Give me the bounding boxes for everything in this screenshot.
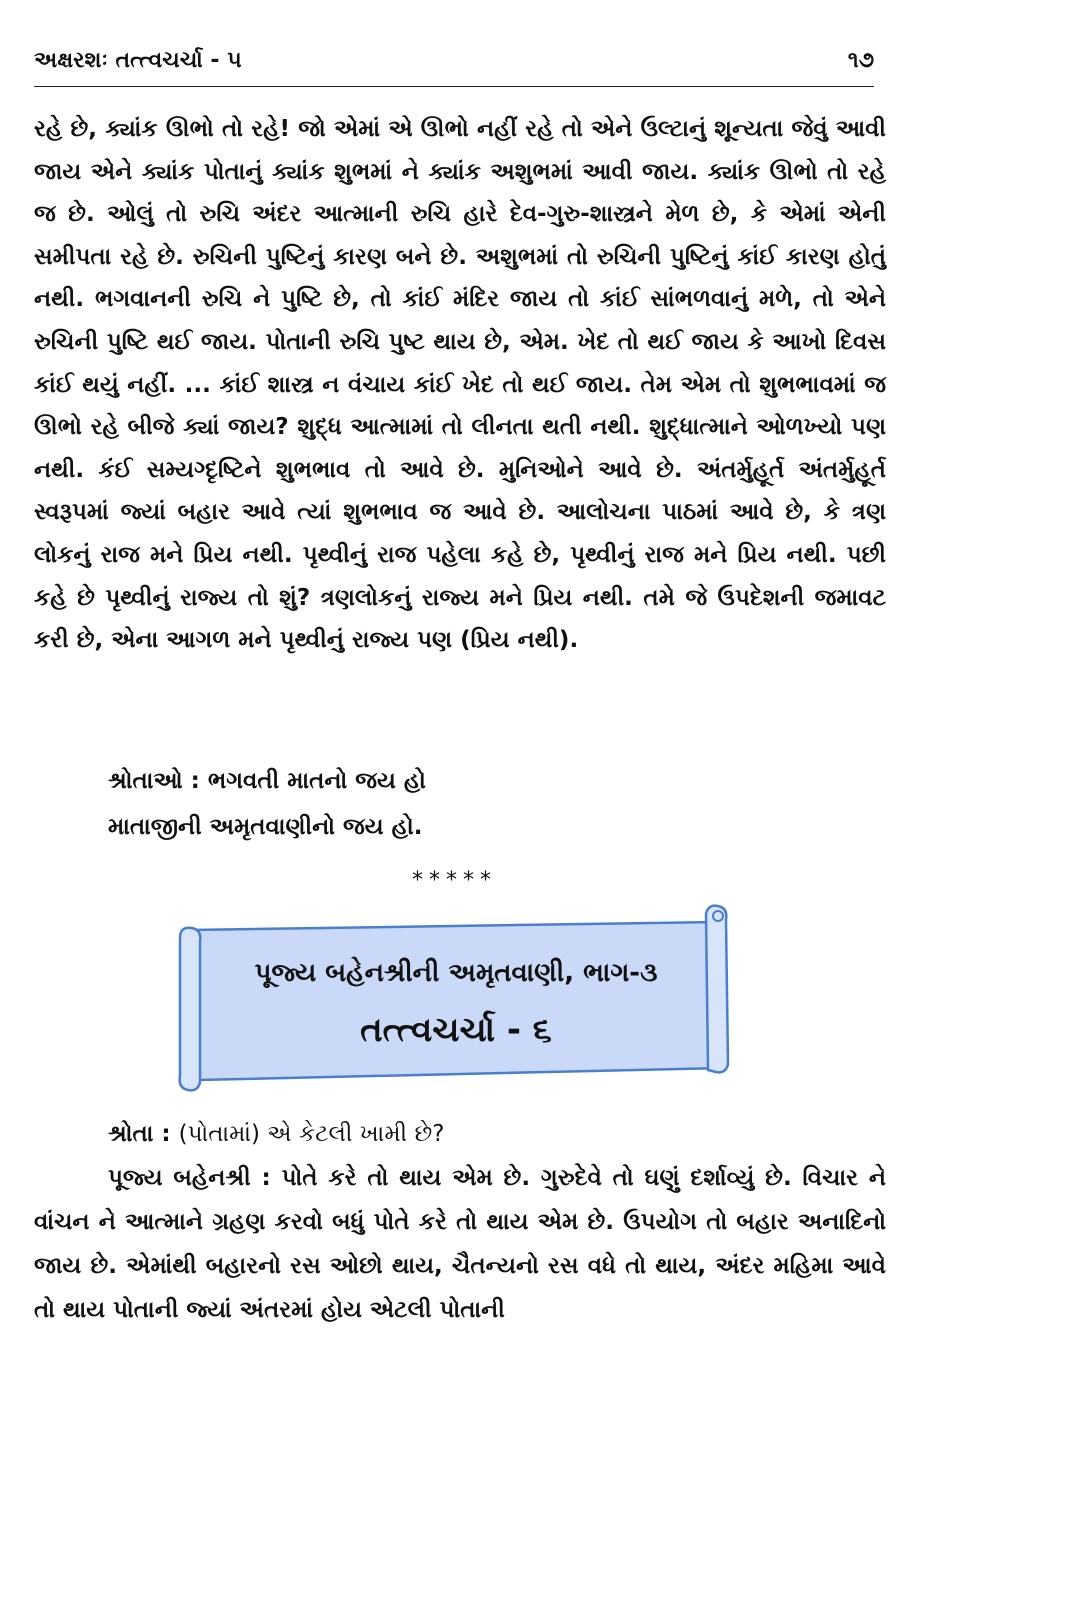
running-title: અક્ષરશઃ તત્ત્વચર્ચા - ૫ [34,48,242,73]
listener-label: શ્રોતા : [108,1121,171,1147]
answer-paragraph [34,1156,886,1332]
page-header [34,44,874,87]
scroll-body [190,922,724,1080]
speaker-label: પૂજ્ય બહેનશ્રી : [108,1165,271,1191]
acclamation-block [108,758,426,850]
page-number: ૧૭ [847,48,874,73]
scroll-banner-graphic [176,904,736,1094]
dialogue-block [34,1112,886,1332]
banner-subtitle: પૂજ્ય બહેનશ્રીની અમૃતવાણી, ભાગ-૩ [254,958,658,988]
body-paragraph: રહે છે, ક્યાંક ઊભો તો રહે! જો એમાં એ ઊભો નહીં રહે તો એને ઉલ્ટાનું શૂન્યતા જેવું આવી જાય એને ક્યાંક પોતાનું ક્યાંક શુભમાં ને ક્યાંક અશુભમાં આવી જાય. ક્યાંક ઊભો તો રહે જ છે. ઓલું તો રુચિ અંદર આત્માની રુચિ હારે દેવ-ગુરુ-શાસ્ત્રને મેળ છે, કે એમાં એની સમીપતા રહે છે. રુચિની પુષ્ટિનું કારણ બને છે. અશુભમાં તો રુચિની પુષ્ટિનું કાંઈ કારણ હોતું નથી. ભગવાનની રુચિ ને પુષ્ટિ છે, તો કાંઈ મંદિર જાય તો કાંઈ સાંભળવાનું મળે, તો એને રુચિની પુષ્ટિ થઈ જાય. પોતાની રુચિ પુષ્ટ થાય છે, એમ. ખેદ તો થઈ જાય કે આખો દિવસ કાંઈ થયું નહીં. ... કાંઈ શાસ્ત્ર ન વંચાય કાંઈ ખેદ તો થઈ જાય. તેમ એમ તો શુભભાવમાં જ ઊભો રહે બીજે ક્યાં જાય? શુદ્ધ આત્મામાં તો લીનતા થતી નથી. શુદ્ધાત્માને ઓળખ્યો પણ નથી. કંઈ સમ્યગ્દૃષ્ટિને શુભભાવ તો આવે છે. મુનિઓને આવે છે. અંતર્મુહૂર્ત અંતર્મુહૂર્ત સ્વરૂપમાં જ્યાં બહાર આવે ત્યાં શુભભાવ જ આવે છે. આલોચના પાઠમાં આવે છે, કે ત્રણ લોકનું રાજ મને પ્રિય નથી. પૃથ્વીનું રાજ પહેલા કહે છે, પૃથ્વીનું રાજ મને પ્રિય નથી. પછી કહે છે પૃથ્વીનું રાજ્ય તો શું? ત્રણલોકનું રાજ્ય મને પ્રિય નથી. તમે જે ઉપદેશની જમાવટ કરી છે, એના આગળ મને પૃથ્વીનું રાજ્ય પણ (પ્રિય નથી). [34,116,886,654]
acclamation-line-2: માતાજીની અમૃતવાણીનો જય હો. [108,814,423,840]
banner-title: તત્ત્વચર્ચા - ૬ [360,1010,552,1050]
listener-line [34,1112,886,1156]
chapter-banner [176,904,736,1094]
acclamation-line-1: શ્રોતાઓ : ભગવતી માતનો જય હો [108,768,426,794]
listener-question: (પોતામાં) એ કેટલી ખામી છે? [178,1121,445,1147]
section-separator: ***** [412,868,497,893]
speaker-answer: પોતે કરે તો થાય એમ છે. ગુરુદેવે તો ઘણું દર્શાવ્યું છે. વિચાર ને વાંચન ને આત્માને ગ્રહણ કરવો બધું પોતે કરે તો થાય એમ છે. ઉપયોગ તો બહાર અનાદિનો જાય છે. એમાંથી બહારનો રસ ઓછો થાય, ચૈતન્યનો રસ વધે તો થાય, અંદર મહિમા આવે તો થાય પોતાની જ્યાં અંતરમાં હોય એટલી પોતાની [34,1165,886,1323]
